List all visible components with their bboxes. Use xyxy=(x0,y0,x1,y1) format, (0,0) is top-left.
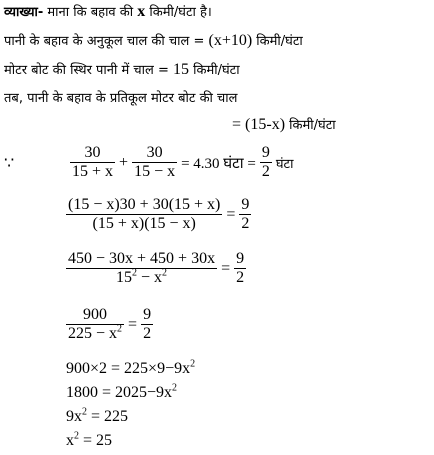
line5-unit: किमी/घंटा xyxy=(285,118,336,133)
step7-exp: 2 xyxy=(82,406,87,418)
step4-result xyxy=(141,306,153,343)
line2-prefix: पानी के बहाव के अनुकूल चाल की चाल = xyxy=(4,34,209,49)
step2-result xyxy=(239,196,251,233)
heading-unit: किमी/घंटा है। xyxy=(145,5,212,20)
step2-result-num: 9 xyxy=(241,196,250,213)
step6-exp: 2 xyxy=(172,382,178,394)
step5-text: 900×2 = 225×9−9x xyxy=(66,360,191,377)
step3-den-exp2: 2 xyxy=(162,267,168,279)
fraction-1-num: 30 xyxy=(84,144,101,161)
step4-den-a: 225 − x xyxy=(68,325,118,342)
plus-sign: + xyxy=(119,153,129,171)
fraction-2-den: 15 − x xyxy=(134,163,176,180)
fraction-2-num: 30 xyxy=(146,144,163,161)
step3-result-den: 2 xyxy=(236,269,245,286)
equation-step-3 xyxy=(66,250,246,287)
step4-result-num: 9 xyxy=(143,306,152,323)
step4-den-exp: 2 xyxy=(117,323,123,335)
step8-exp: 2 xyxy=(74,430,79,442)
step4-fraction xyxy=(66,306,124,343)
because-symbol: ∵ xyxy=(4,154,15,172)
heading-line xyxy=(4,4,212,21)
step4-num: 900 xyxy=(83,306,108,323)
step8-b: = 25 xyxy=(79,432,113,449)
fraction-1 xyxy=(70,144,115,181)
fraction-2 xyxy=(132,144,177,181)
step8-a: x xyxy=(66,432,74,449)
heading-label: व्याख्या- xyxy=(4,5,44,20)
step3-den-a: 15 xyxy=(116,269,133,286)
step2-equals: = xyxy=(226,205,236,223)
step1-unit: घंटा xyxy=(275,156,294,172)
still-water-speed-line xyxy=(4,62,240,79)
heading-text: माना कि बहाव की xyxy=(43,5,138,20)
equation-step-1 xyxy=(4,144,293,181)
equation-step-2 xyxy=(66,196,251,233)
step3-den xyxy=(66,268,217,287)
step3-den-exp: 2 xyxy=(132,267,138,279)
step3-num: 450 − 30x + 450 + 30x xyxy=(68,250,216,267)
equation-step-7 xyxy=(66,408,128,426)
step2-result-den: 2 xyxy=(241,215,250,232)
step3-result xyxy=(234,250,246,287)
upstream-speed-line xyxy=(232,117,336,134)
heading-var: x xyxy=(137,3,146,20)
step5-exp: 2 xyxy=(190,358,196,370)
line5-expr: (15-x) xyxy=(245,116,286,133)
step4-equals: = xyxy=(128,315,138,333)
fraction-3-num: 9 xyxy=(261,144,270,161)
equation-step-4 xyxy=(66,306,153,343)
step7-a: 9x xyxy=(66,408,82,425)
step4-den xyxy=(66,324,124,343)
line2-expr: (x+10) xyxy=(208,32,253,49)
step3-fraction xyxy=(66,250,217,287)
step3-result-num: 9 xyxy=(236,250,245,267)
line3-unit: किमी/घंटा xyxy=(189,63,240,78)
step6-text: 1800 = 2025−9x xyxy=(66,384,173,401)
step2-den: (15 + x)(15 − x) xyxy=(66,214,222,233)
line3-prefix: मोटर बोट की स्थिर पानी में चाल = xyxy=(4,63,173,78)
step7-b: = 225 xyxy=(87,408,129,425)
fraction-3 xyxy=(260,144,272,181)
equation-step-8 xyxy=(66,432,112,450)
fraction-3-den: 2 xyxy=(261,163,270,180)
step4-result-den: 2 xyxy=(143,325,152,342)
equation-step-6 xyxy=(66,384,177,402)
upstream-intro-line: तब, पानी के बहाव के प्रतिकूल मोटर बोट की चाल xyxy=(4,91,238,106)
step1-equals: = 4.30 घंटा = xyxy=(181,155,256,172)
equation-step-5 xyxy=(66,360,195,378)
line3-expr: 15 xyxy=(173,61,189,78)
line5-prefix: = xyxy=(232,116,246,133)
step2-fraction xyxy=(66,196,222,233)
step2-num: (15 − x)30 + 30(15 + x) xyxy=(68,196,221,213)
downstream-speed-line xyxy=(4,33,303,50)
line2-unit: किमी/घंटा xyxy=(252,34,303,49)
step3-equals: = xyxy=(221,259,231,277)
fraction-1-den: 15 + x xyxy=(72,163,114,180)
step3-den-b: − x xyxy=(137,269,163,286)
